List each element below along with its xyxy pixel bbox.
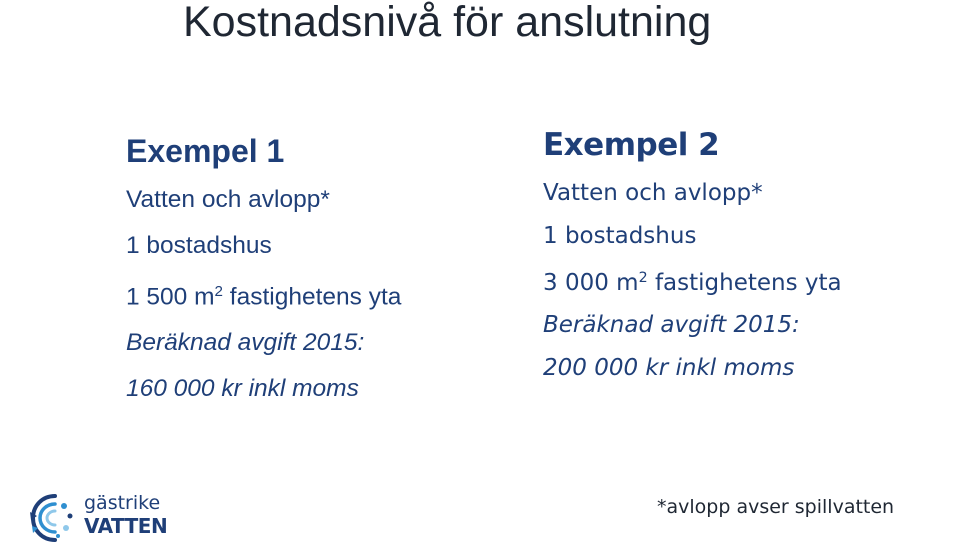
example-2-building: 1 bostadshus — [543, 222, 697, 249]
example-1-service: Vatten och avlopp* — [126, 186, 330, 213]
logo-wordmark-bottom: VATTEN — [84, 514, 168, 538]
footnote: *avlopp avser spillvatten — [657, 496, 895, 518]
example-2-fee-value: 200 000 kr inkl moms — [543, 354, 795, 381]
example-1-fee-label: Beräknad avgift 2015: — [126, 329, 365, 357]
example-2-fee-label: Beräknad avgift 2015: — [543, 312, 800, 339]
gastrike-vatten-logo — [28, 490, 168, 546]
example-1-area-superscript: 2 — [214, 283, 223, 300]
example-1-heading: Exempel 1 — [126, 133, 285, 169]
water-swirl-logo-icon — [28, 490, 82, 546]
example-2-card — [543, 126, 842, 389]
example-2-area-value: 3 000 m — [543, 269, 639, 296]
example-2-heading: Exempel 2 — [543, 127, 720, 163]
example-1-area-value: 1 500 m — [126, 283, 215, 311]
logo-wordmark-top: gästrike — [84, 492, 161, 514]
example-2-area — [543, 257, 842, 304]
example-2-area-label: fastighetens yta — [647, 269, 842, 296]
example-2-service: Vatten och avlopp* — [543, 180, 763, 206]
example-1-building: 1 bostadshus — [126, 232, 272, 259]
example-1-area — [126, 269, 401, 320]
example-1-fee-value: 160 000 kr inkl moms — [126, 375, 359, 403]
page-title: Kostnadsnivå för anslutning — [183, 0, 712, 46]
example-1-area-label: fastighetens yta — [222, 283, 402, 311]
example-1-card — [126, 132, 401, 412]
example-2-area-superscript: 2 — [638, 270, 648, 286]
